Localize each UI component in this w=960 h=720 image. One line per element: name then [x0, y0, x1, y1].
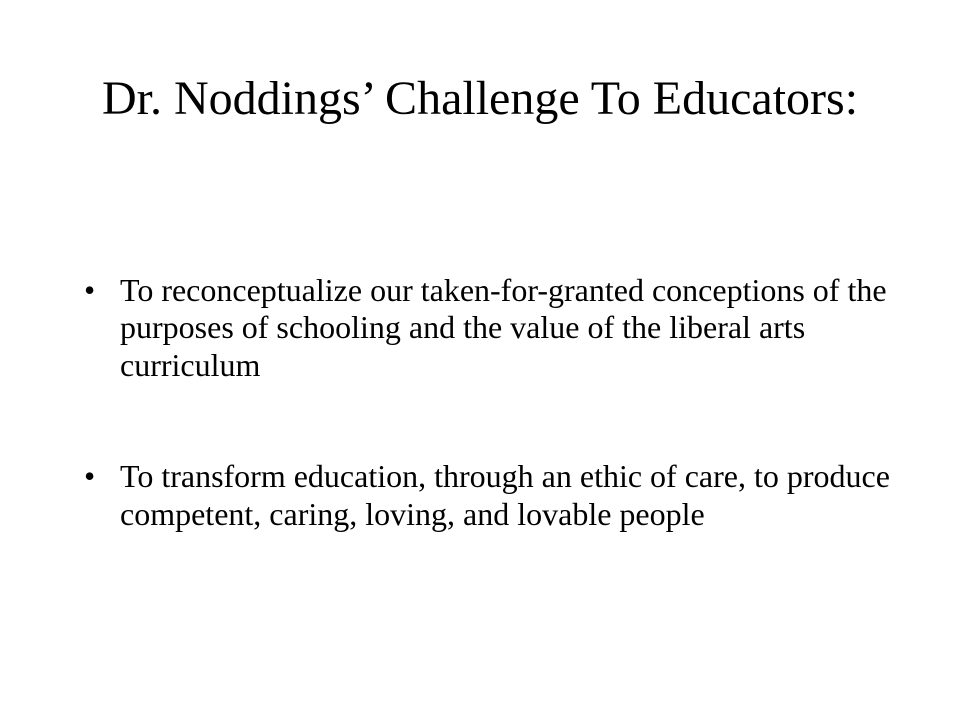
bullet-text-1: To reconceptualize our taken-for-granted conceptions of the purposes of schooling and the value of the liberal arts curriculum [120, 272, 887, 383]
bullet-item-1 [84, 272, 894, 384]
slide-title: Dr. Noddings’ Challenge To Educators: [101, 72, 859, 125]
bullet-item-2 [84, 458, 894, 533]
bullet-text-2: To transform education, through an ethic of care, to produce competent, caring, loving, and lovable people [120, 458, 890, 532]
bullet-dot-icon: • [84, 272, 96, 308]
bullet-list [84, 272, 894, 607]
bullet-dot-icon: • [84, 458, 96, 495]
